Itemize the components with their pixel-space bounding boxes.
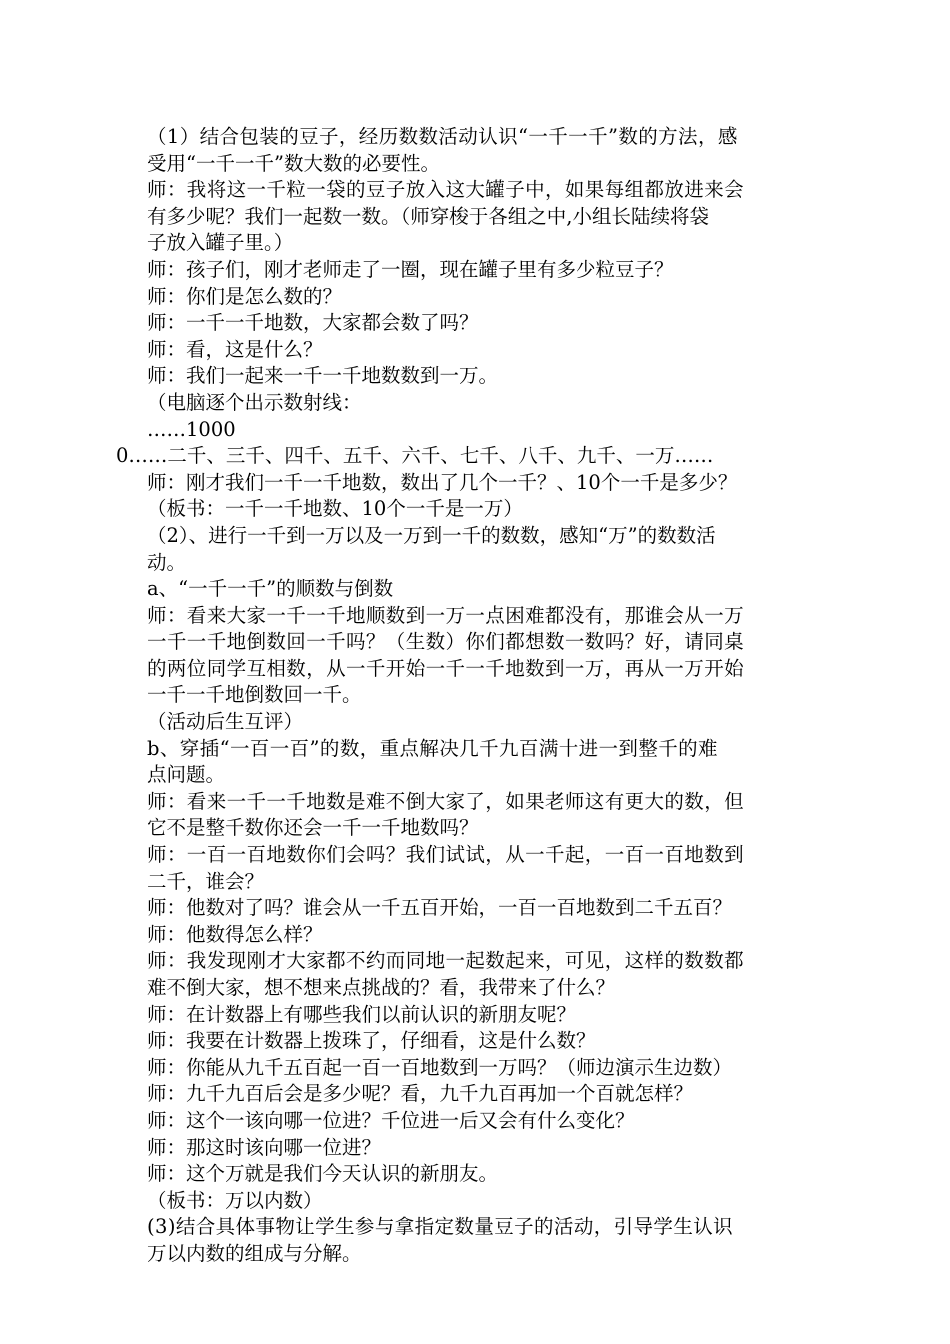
- number-line-text: 0……二千、三千、四千、五千、六千、七千、八千、九千、一万……: [116, 444, 714, 468]
- text-line: 一千一千地倒数回一千。: [147, 683, 362, 707]
- text-line: 师：孩子们，刚才老师走了一圈，现在罐子里有多少粒豆子？: [147, 257, 674, 281]
- text-line: 点问题。: [147, 763, 226, 787]
- text-line: 师：看，这是什么？: [147, 337, 323, 361]
- text-line: 师：看来一千一千地数是难不倒大家了，如果老师这有更大的数，但: [147, 789, 745, 813]
- text-line: 有多少呢？我们一起数一数。（师穿梭于各组之中,小组长陆续将袋: [147, 204, 709, 228]
- text-line: 师：那这时该向哪一位进？: [147, 1135, 382, 1159]
- text-line: 师：他数得怎么样？: [147, 922, 323, 946]
- text-line: 子放入罐子里。）: [147, 231, 294, 255]
- text-line: 一千一千地倒数回一千吗？（生数）你们都想数一数吗？好，请同桌: [147, 630, 745, 654]
- text-line: 动。: [147, 550, 187, 574]
- text-line: 师：我要在计数器上拨珠了，仔细看，这是什么数？: [147, 1029, 596, 1053]
- text-line: 师：你能从九千五百起一百一百地数到一万吗？（师边演示生边数）: [147, 1055, 733, 1079]
- text-line: 的两位同学互相数，从一千开始一千一千地数到一万，再从一万开始: [147, 656, 745, 680]
- text-line: 师：这个万就是我们今天认识的新朋友。: [147, 1162, 499, 1186]
- text-line: 师：一千一千地数，大家都会数了吗？: [147, 311, 479, 335]
- text-line: 师：你们是怎么数的？: [147, 284, 343, 308]
- text-line: （1）结合包装的豆子，经历数数活动认识“一千一千”数的方法，感: [147, 125, 738, 148]
- text-line: ……1000: [147, 417, 236, 441]
- text-line: 师：看来大家一千一千地顺数到一万一点困难都没有，那谁会从一万: [147, 603, 745, 627]
- text-line: 师：九千九百后会是多少呢？看，九千九百再加一个百就怎样？: [147, 1082, 694, 1106]
- text-line: （板书：一千一千地数、10个一千是一万）: [147, 497, 523, 521]
- document-body: [0, 124, 950, 1268]
- text-line: 师：我发现刚才大家都不约而同地一起数起来，可见，这样的数数都: [147, 949, 745, 973]
- text-line: （板书：万以内数）: [147, 1188, 323, 1212]
- text-line: 师：在计数器上有哪些我们以前认识的新朋友呢？: [147, 1002, 577, 1026]
- text-line: 师：我将这一千粒一袋的豆子放入这大罐子中，如果每组都放进来会: [147, 178, 745, 202]
- text-line: 受用“一千一千”数大数的必要性。: [147, 151, 440, 175]
- text-line: 师：刚才我们一千一千地数，数出了几个一千？、10个一千是多少？: [147, 470, 738, 494]
- text-line: 万以内数的组成与分解。: [147, 1241, 362, 1265]
- text-line: （活动后生互评）: [147, 710, 304, 734]
- text-line: 师：他数对了吗？谁会从一千五百开始，一百一百地数到二千五百？: [147, 896, 733, 920]
- text-line: 二千，谁会？: [147, 869, 265, 893]
- text-line: 师：一百一百地数你们会吗？我们试试，从一千起，一百一百地数到: [147, 843, 745, 867]
- text-line: b、穿插“一百一百”的数，重点解决几千九百满十进一到整千的难: [147, 736, 718, 760]
- text-line: (3)结合具体事物让学生参与拿指定数量豆子的活动，引导学生认识: [147, 1215, 734, 1239]
- text-line: 它不是整千数你还会一千一千地数吗？: [147, 816, 479, 840]
- text-line: （电脑逐个出示数射线：: [147, 390, 362, 414]
- text-line: a、“一千一千”的顺数与倒数: [147, 577, 394, 601]
- text-line: （2）、进行一千到一万以及一万到一千的数数，感知“万”的数数活: [147, 523, 716, 547]
- text-line: 难不倒大家，想不想来点挑战的？看，我带来了什么？: [147, 976, 616, 999]
- text-line: 师：我们一起来一千一千地数数到一万。: [147, 364, 499, 388]
- text-line: 师：这个一该向哪一位进？千位进一后又会有什么变化？: [147, 1108, 635, 1132]
